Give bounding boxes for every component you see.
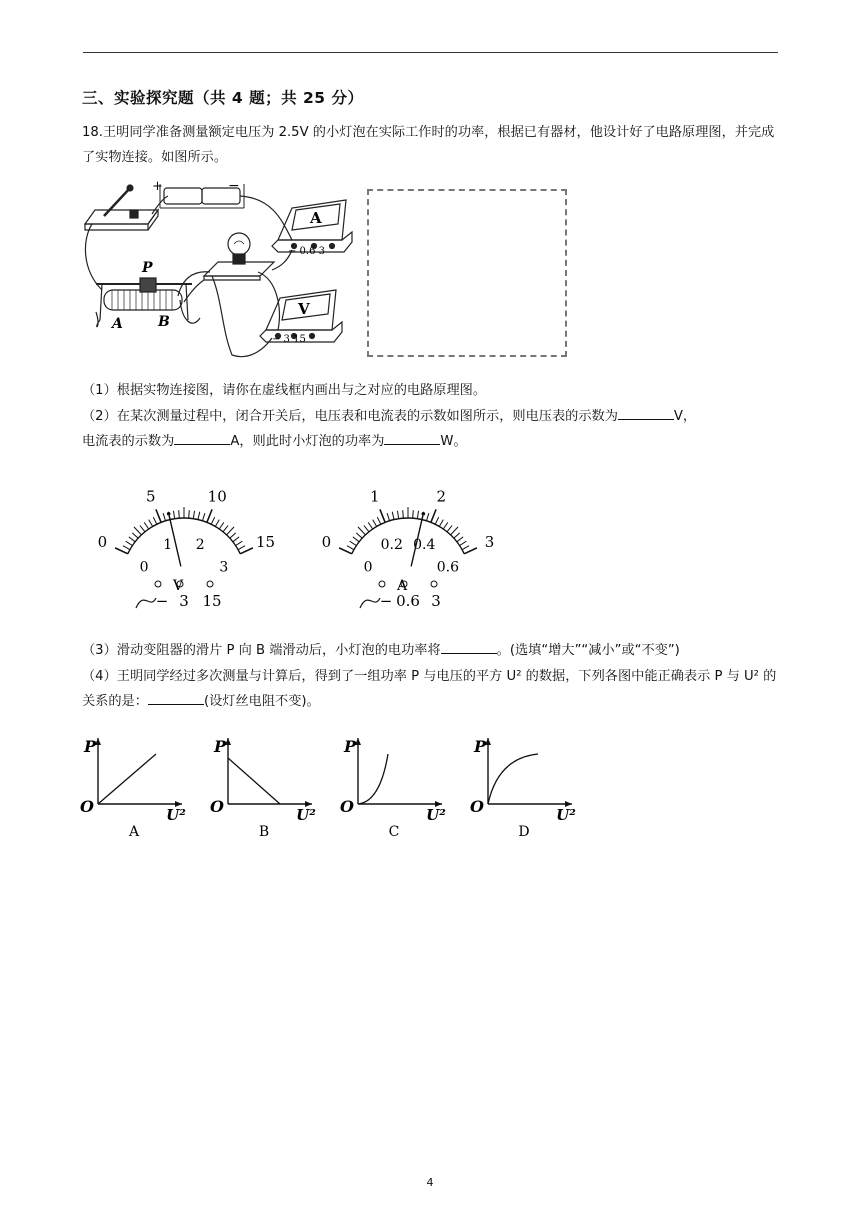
graph-curve	[228, 758, 280, 804]
ammeter-tick	[464, 548, 477, 554]
sub2-text-a: （2）在某次测量过程中，闭合开关后，电压表和电流表的示数如图所示，则电压表的示数为	[82, 409, 618, 424]
graph-origin-label: O	[80, 797, 94, 816]
ammeter-outer-label: 1	[369, 487, 380, 506]
ammeter-letter: A	[396, 578, 408, 594]
voltmeter-outer-label: 5	[145, 487, 156, 506]
ammeter-tick	[431, 509, 436, 522]
rheostat-coil	[104, 290, 182, 310]
voltmeter-letter: V	[298, 300, 310, 318]
voltmeter-tick	[233, 537, 239, 542]
sub2-text-b: 电流表的示数为	[82, 434, 175, 449]
ammeter-tick	[454, 533, 460, 538]
voltmeter-tick	[240, 548, 253, 554]
end-a-label: A	[112, 316, 123, 332]
graph-y-label: P	[83, 737, 97, 756]
ammeter-tick	[460, 541, 467, 545]
sub-question-4	[82, 664, 782, 714]
switch-base	[85, 210, 158, 224]
ammeter-reading-figure	[308, 460, 508, 620]
graph-option-b	[210, 737, 316, 840]
voltmeter-terminal-label: −	[155, 592, 169, 610]
sub4-text-b: (设灯丝电阻不变)。	[203, 694, 320, 709]
ammeter-tick	[462, 546, 469, 550]
ammeter-inner-label: 0.6	[436, 559, 460, 576]
sub2-unit-a: A，则此时小灯泡的功率为	[230, 434, 385, 449]
voltmeter-tick	[132, 533, 138, 538]
ammeter-tick	[353, 537, 359, 542]
voltmeter-tick	[207, 509, 212, 522]
voltage-blank[interactable]	[618, 405, 674, 420]
voltmeter-terminal-ring	[207, 581, 213, 587]
voltmeter-tick	[173, 511, 174, 519]
voltmeter-tick	[129, 537, 135, 542]
ammeter-wire-left	[360, 598, 380, 608]
ammeter-outer-label: 2	[436, 487, 447, 506]
ammeter-inner-label: 0	[363, 559, 373, 576]
ammeter-letter: A	[310, 209, 322, 227]
ammeter-tick	[356, 533, 362, 538]
switch-lever	[104, 188, 130, 216]
ammeter-tick	[373, 520, 377, 527]
voltmeter-tick	[236, 541, 243, 545]
ammeter-outer-label: 0	[321, 532, 332, 551]
voltmeter-tick	[227, 527, 235, 535]
sub-question-1: （1）根据实物连接图，请你在虚线框内画出与之对应的电路原理图。	[82, 383, 487, 398]
voltmeter-tick	[126, 541, 133, 545]
graph-y-label: P	[473, 737, 487, 756]
voltmeter-tick	[189, 510, 190, 518]
page-number: 4	[426, 1176, 434, 1189]
circuit-diagram	[82, 180, 362, 362]
sub-question-2	[82, 404, 782, 454]
graph-origin-label: O	[470, 797, 484, 816]
sub3-text-b: 。(选填“增大”“减小”或“不变”)	[496, 643, 680, 658]
voltmeter-tick	[198, 512, 200, 520]
ammeter-tick	[339, 548, 352, 554]
ammeter-needle-tip	[421, 512, 425, 516]
graph-option-c	[340, 737, 446, 840]
graph-caption: A	[128, 824, 140, 840]
voltmeter-tick	[149, 520, 153, 527]
graph-x-label: U²	[166, 806, 186, 824]
ammeter-outer-label: 3	[484, 532, 495, 551]
sub2-unit-w: W。	[440, 434, 467, 449]
ammeter-inner-label: 0.4	[413, 537, 436, 554]
ammeter-tick	[426, 513, 428, 521]
voltmeter-tick	[223, 526, 228, 532]
voltmeter-terminal-label: 15	[202, 592, 222, 610]
graph-option-a	[80, 737, 186, 840]
voltmeter-tick	[153, 517, 157, 524]
ammeter-tick	[443, 522, 448, 529]
graph-option-d	[470, 737, 576, 840]
ammeter-tick	[439, 520, 443, 527]
sub3-text-a: （3）滑动变阻器的滑片 P 向 B 端滑动后，小灯泡的电功率将	[82, 643, 441, 658]
voltmeter-tick	[219, 522, 224, 529]
voltmeter-tick	[193, 511, 194, 519]
graph-choice-blank[interactable]	[148, 690, 204, 705]
graph-origin-label: O	[340, 797, 354, 816]
battery-plus-label: +	[152, 180, 163, 194]
voltmeter-terminal-label: 3	[179, 592, 189, 610]
graph-curve	[488, 754, 538, 804]
voltmeter-inner-label: 0	[139, 559, 149, 576]
ammeter-tick	[447, 526, 452, 532]
ammeter-tick	[350, 541, 357, 545]
current-blank[interactable]	[174, 430, 230, 445]
power-blank[interactable]	[384, 430, 440, 445]
p-u2-graph-options	[80, 728, 590, 846]
battery-minus-label: −	[228, 180, 240, 194]
sub2-unit-v: V，	[673, 409, 697, 424]
voltmeter-tick	[211, 517, 215, 524]
voltmeter-tick	[134, 527, 142, 535]
graph-caption: D	[518, 824, 530, 840]
ammeter-terminal-label: −	[379, 592, 393, 610]
question-intro: 18.王明同学准备测量额定电压为 2.5V 的小灯泡在实际工作时的功率，根据已有器材，他设计好了电路原理图，并完成了实物连接。如图所示。	[82, 125, 775, 165]
ammeter-terminal-ring	[379, 581, 385, 587]
graph-curve	[98, 754, 156, 804]
graph-caption: B	[258, 824, 270, 840]
ammeter-tick	[457, 537, 463, 542]
voltmeter-terminal-labels: − 3 15	[272, 334, 306, 345]
ammeter-tick	[364, 526, 369, 532]
voltmeter-reading-figure	[84, 460, 284, 620]
voltmeter-tick	[115, 548, 128, 554]
sub4-text-a: （4）王明同学经过多次测量与计算后，得到了一组功率 P 与电压的平方 U² 的数据，下列各图中能正确表示 P 与 U² 的关系的是：	[82, 669, 777, 709]
ammeter-terminal-label: 0.6	[396, 592, 420, 610]
graph-curve	[358, 754, 388, 804]
graph-y-label: P	[213, 737, 227, 756]
answer-dashed-box[interactable]	[367, 189, 567, 357]
voltmeter-tick	[179, 510, 180, 518]
ammeter-tick	[451, 527, 459, 535]
voltmeter-wire-left	[136, 598, 156, 608]
bulb-glass	[228, 233, 250, 255]
ammeter-tick	[358, 527, 366, 535]
section-title: 三、实验探究题（共 4 题；共 25 分）	[82, 89, 364, 107]
voltmeter-needle-tip	[167, 512, 171, 516]
voltmeter-inner-label: 2	[195, 537, 205, 554]
graph-x-label: U²	[556, 806, 576, 824]
ammeter-tick	[380, 509, 385, 522]
voltmeter-tick	[156, 509, 161, 522]
header-rule	[83, 52, 778, 53]
voltmeter-tick	[144, 522, 149, 529]
ammeter-terminal-labels: − 0.6 3	[288, 246, 326, 257]
graph-origin-label: O	[210, 797, 224, 816]
slider-p-label: P	[142, 260, 153, 276]
voltmeter-tick	[215, 520, 219, 527]
ammeter-tick	[368, 522, 373, 529]
graph-x-label: U²	[426, 806, 446, 824]
voltmeter-tick	[230, 533, 236, 538]
ammeter-tick	[403, 510, 404, 518]
voltmeter-tick	[140, 526, 145, 532]
voltmeter-terminal-ring	[155, 581, 161, 587]
sub-question-3	[82, 638, 782, 663]
voltmeter-letter: V	[172, 578, 184, 594]
ammeter-tick	[417, 511, 418, 519]
power-change-blank[interactable]	[441, 639, 497, 654]
graph-y-label: P	[343, 737, 357, 756]
ammeter-tick	[377, 517, 381, 524]
ammeter-tick	[387, 513, 389, 521]
end-b-label: B	[158, 314, 170, 330]
voltmeter-outer-label: 0	[97, 532, 108, 551]
rheostat-slider	[140, 278, 156, 292]
ammeter-inner-label: 0.2	[380, 537, 403, 554]
voltmeter-tick	[202, 513, 204, 521]
ammeter-tick	[413, 510, 414, 518]
ammeter-terminal-ring	[431, 581, 437, 587]
ammeter-tick	[392, 512, 394, 520]
voltmeter-outer-label: 15	[256, 532, 276, 551]
graph-x-label: U²	[296, 806, 316, 824]
ammeter-tick	[435, 517, 439, 524]
voltmeter-tick	[123, 546, 130, 550]
battery-cell-1	[164, 188, 202, 204]
voltmeter-tick	[163, 513, 165, 521]
graph-caption: C	[388, 824, 400, 840]
voltmeter-tick	[238, 546, 245, 550]
ammeter-tick	[347, 546, 354, 550]
voltmeter-outer-label: 10	[207, 487, 227, 506]
voltmeter-inner-label: 3	[219, 559, 229, 576]
ammeter-tick	[397, 511, 398, 519]
voltmeter-inner-label: 1	[163, 537, 173, 554]
ammeter-terminal-label: 3	[431, 592, 441, 610]
